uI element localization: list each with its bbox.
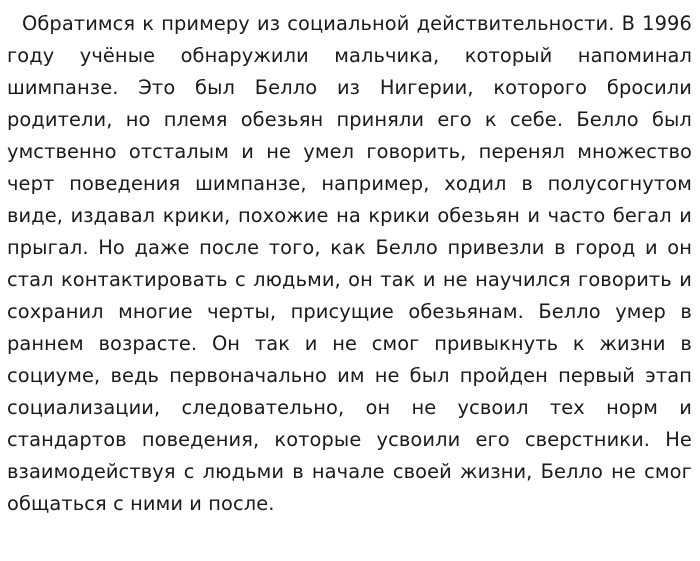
word: себе.: [509, 108, 564, 131]
text-line: [7, 40, 692, 72]
word: например,: [321, 172, 430, 195]
word: усвоил: [457, 396, 529, 419]
text-line: [7, 328, 692, 360]
word: с: [183, 460, 195, 483]
word: В: [621, 12, 636, 35]
word: усвоили: [376, 428, 461, 451]
text-paragraph: [7, 8, 692, 520]
word: и: [241, 140, 254, 163]
word: Нигерии,: [379, 76, 474, 99]
word: Обратимся: [22, 12, 136, 35]
word: привыкнуть: [434, 332, 559, 355]
word: Это: [138, 76, 176, 99]
word: виде,: [7, 204, 64, 227]
word: Белло: [540, 460, 603, 483]
text-line: [7, 104, 692, 136]
word: так: [254, 332, 291, 355]
word: родители,: [7, 108, 113, 131]
word: на: [336, 204, 361, 227]
word: и: [679, 396, 692, 419]
word: тех: [549, 396, 585, 419]
word: умер: [615, 300, 666, 323]
word: не: [411, 396, 437, 419]
word: говорить,: [366, 140, 467, 163]
word: раннем: [7, 332, 84, 355]
word: социуме,: [7, 364, 101, 387]
word: издавал: [70, 204, 156, 227]
word: перенял: [478, 140, 565, 163]
text-line: общаться с ними и после.: [7, 492, 275, 515]
word: его: [475, 428, 510, 451]
word: умственно: [7, 140, 117, 163]
word: в: [521, 172, 533, 195]
word: в: [292, 460, 304, 483]
word: бросили: [606, 76, 692, 99]
word: и: [422, 268, 436, 291]
word: крики,: [162, 204, 231, 227]
word: Белло: [576, 108, 639, 131]
word: первый: [558, 364, 635, 387]
word: его: [437, 108, 472, 131]
word: смог: [371, 332, 420, 355]
word: Белло: [254, 76, 318, 99]
word: обезьян: [240, 108, 324, 131]
word: шимпанзе,: [195, 172, 307, 195]
text-line: [7, 360, 692, 392]
word: году: [7, 44, 55, 67]
word: в: [554, 236, 566, 259]
word: и: [679, 204, 692, 227]
word: которые: [274, 428, 362, 451]
text-line: [7, 200, 692, 232]
text-line: [7, 72, 692, 104]
word: действительности.: [416, 12, 615, 35]
word: 1996: [642, 12, 692, 35]
word: был: [651, 108, 692, 131]
word: часто: [547, 204, 606, 227]
text-line: [7, 8, 692, 40]
word: отсталым: [128, 140, 229, 163]
word: в: [680, 332, 692, 355]
word: черты,: [207, 300, 277, 323]
word: Не: [665, 428, 692, 451]
word: и: [644, 236, 658, 259]
word: поведения,: [141, 428, 260, 451]
word: множество: [577, 140, 692, 163]
word: стандартов: [7, 428, 127, 451]
word: был: [409, 364, 450, 387]
word: к: [484, 108, 497, 131]
word: который: [464, 44, 553, 67]
word: норм: [606, 396, 658, 419]
word: не: [332, 332, 357, 355]
word: племя: [163, 108, 228, 131]
word: и: [679, 268, 692, 291]
word: научился: [475, 268, 571, 291]
word: следовательно,: [181, 396, 345, 419]
word: поведения: [69, 172, 181, 195]
word: крики: [368, 204, 430, 227]
word: из: [336, 76, 361, 99]
word: похожие: [237, 204, 329, 227]
text-line: [7, 232, 692, 264]
word: из: [257, 12, 281, 35]
word: первоначально: [169, 364, 327, 387]
word: им: [337, 364, 365, 387]
word: был: [195, 76, 236, 99]
word: пройден: [459, 364, 548, 387]
word: людьми: [202, 460, 285, 483]
word: к: [572, 332, 585, 355]
text-line: [7, 424, 692, 456]
text-line: [7, 264, 692, 296]
word: в: [680, 300, 692, 323]
word: жизни: [599, 332, 666, 355]
word: не: [611, 460, 636, 483]
word: Белло: [375, 236, 438, 259]
word: черт: [7, 172, 55, 195]
word: Он: [211, 332, 241, 355]
word: он: [667, 236, 692, 259]
word: он: [348, 268, 373, 291]
text-line: [7, 392, 692, 424]
word: многие: [118, 300, 193, 323]
word: и: [304, 332, 318, 355]
text-line: [7, 168, 692, 200]
word: социализации,: [7, 396, 161, 419]
word: людьми,: [253, 268, 341, 291]
word: этап: [645, 364, 692, 387]
word: обнаружили: [180, 44, 309, 67]
word: шимпанзе.: [7, 76, 119, 99]
word: взаимодействуя: [7, 460, 176, 483]
text-line: [7, 456, 692, 488]
word: обезьянам.: [408, 300, 524, 323]
word: примеру: [161, 12, 250, 35]
word: после: [199, 236, 260, 259]
word: даже: [134, 236, 190, 259]
word: не: [374, 364, 400, 387]
word: умел: [303, 140, 355, 163]
word: ведь: [110, 364, 160, 387]
word: сохранил: [7, 300, 104, 323]
word: с: [235, 268, 246, 291]
word: но: [125, 108, 151, 131]
word: напоминал: [577, 44, 692, 67]
text-line: [7, 136, 692, 168]
word: мальчика,: [334, 44, 440, 67]
word: возрасте.: [98, 332, 198, 355]
word: своей: [392, 460, 452, 483]
word: Белло: [538, 300, 601, 323]
word: не: [442, 268, 468, 291]
word: не: [266, 140, 291, 163]
word: так: [380, 268, 416, 291]
word: жизни,: [460, 460, 533, 483]
word: к: [142, 12, 155, 35]
word: обезьян: [437, 204, 520, 227]
word: как: [330, 236, 366, 259]
word: сверстники.: [524, 428, 651, 451]
word: Но: [98, 236, 125, 259]
word: привезли: [447, 236, 545, 259]
word: он: [365, 396, 391, 419]
word: учёные: [79, 44, 156, 67]
word: контактировать: [61, 268, 228, 291]
word: которого: [493, 76, 588, 99]
word: присущие: [290, 300, 394, 323]
word: смог: [644, 460, 692, 483]
word: ходил: [444, 172, 507, 195]
text-line: [7, 296, 692, 328]
word: и: [527, 204, 541, 227]
word: социальной: [287, 12, 410, 35]
word: того,: [268, 236, 321, 259]
word: говорить: [578, 268, 672, 291]
word: приняли: [336, 108, 425, 131]
word: бегал: [612, 204, 672, 227]
word: прыгал.: [7, 236, 89, 259]
word: начале: [311, 460, 385, 483]
word: город: [575, 236, 636, 259]
word: стал: [7, 268, 54, 291]
word: полусогнутом: [547, 172, 692, 195]
